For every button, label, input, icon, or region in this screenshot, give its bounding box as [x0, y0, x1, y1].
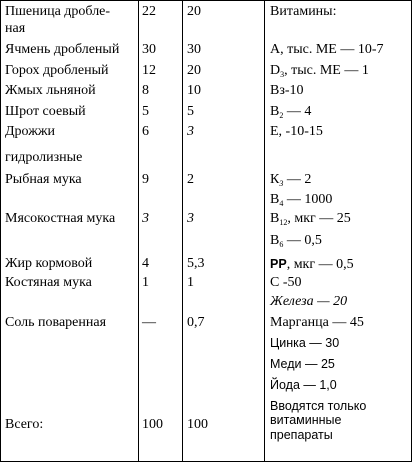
ingredient-name-continued: гидролизные [5, 150, 83, 165]
note-line: Вводятся только [270, 399, 367, 413]
value-col1: 5 [142, 104, 149, 119]
vitamin-b2: $В_2$ — 4 [270, 104, 312, 120]
vitamin-c: С -50 [270, 275, 302, 290]
ingredient-name: Жир кормовой [5, 256, 93, 271]
ingredient-name: Мясокостная мука [5, 211, 116, 226]
value-col1: 22 [142, 4, 156, 19]
value-col2: 1 [187, 275, 194, 290]
ingredient-name: Горох дробленый [5, 63, 109, 78]
value-col1: 30 [142, 42, 156, 57]
value-col1: 9 [142, 172, 149, 187]
ingredient-name: Шрот соевый [5, 104, 86, 119]
value-col1: 8 [142, 83, 149, 98]
value-col2: 5 [187, 104, 194, 119]
mineral-zinc: Цинка — 30 [270, 336, 340, 350]
mineral-iron: Железа — 20 [270, 294, 348, 309]
column-divider-3 [264, 0, 265, 462]
note-line: витаминные [270, 413, 342, 427]
value-col2: 20 [187, 63, 201, 78]
column-divider-2 [182, 0, 183, 462]
vitamin-e: Е, -10-15 [270, 124, 323, 139]
border-left [0, 0, 1, 462]
value-col2: 10 [187, 83, 201, 98]
ingredient-name-continued: ная [5, 21, 26, 36]
vitamin-k3: $К_3$ — 2 [270, 172, 312, 188]
note-line: препараты [270, 428, 333, 442]
value-col1: 4 [142, 256, 149, 271]
value-col1: 6 [142, 124, 149, 139]
value-col1: — [142, 315, 156, 330]
vitamins-header: Витамины: [270, 4, 337, 19]
value-col2: 5,3 [187, 256, 205, 271]
vitamin-pp: РР, мкг — 0,5 [270, 257, 354, 272]
ingredient-name: Жмых льняной [5, 83, 96, 98]
ingredient-name: Дрожжи [5, 124, 56, 139]
value-col2: 3 [187, 124, 194, 139]
value-col2: 2 [187, 172, 194, 187]
vitamin-d3: $D_3$, тыс. МЕ — 1 [270, 63, 369, 79]
total-col2: 100 [187, 417, 208, 432]
mineral-iodine: Йода — 1,0 [270, 378, 337, 392]
value-col2: 0,7 [187, 315, 205, 330]
total-col1: 100 [142, 417, 163, 432]
value-col2: 30 [187, 42, 201, 57]
total-label: Всего: [5, 417, 44, 432]
vitamin-b12: $В_{12}$, мкг — 25 [270, 211, 351, 227]
ingredient-name: Пшеница дробле- [5, 4, 111, 19]
border-top [0, 0, 412, 1]
value-col2: 20 [187, 4, 201, 19]
value-col1: 1 [142, 275, 149, 290]
value-col1: 12 [142, 63, 156, 78]
ingredient-name: Соль поваренная [5, 315, 107, 330]
mineral-manganese: Марганца — 45 [270, 315, 364, 330]
value-col1: 3 [142, 211, 149, 226]
mineral-copper: Меди — 25 [270, 357, 335, 371]
ingredient-name: Рыбная мука [5, 172, 82, 187]
vitamin-a: А, тыс. МЕ — 10-7 [270, 42, 384, 57]
value-col2: 3 [187, 211, 194, 226]
vitamin-b6: $В_6$ — 0,5 [270, 233, 322, 249]
ingredient-name: Ячмень дробленый [5, 42, 120, 57]
ingredient-name: Костяная мука [5, 275, 92, 290]
vitamin-b3: Вз-10 [270, 83, 304, 98]
vitamin-b4: $В_4$ — 1000 [270, 192, 333, 208]
column-divider-1 [138, 0, 139, 462]
